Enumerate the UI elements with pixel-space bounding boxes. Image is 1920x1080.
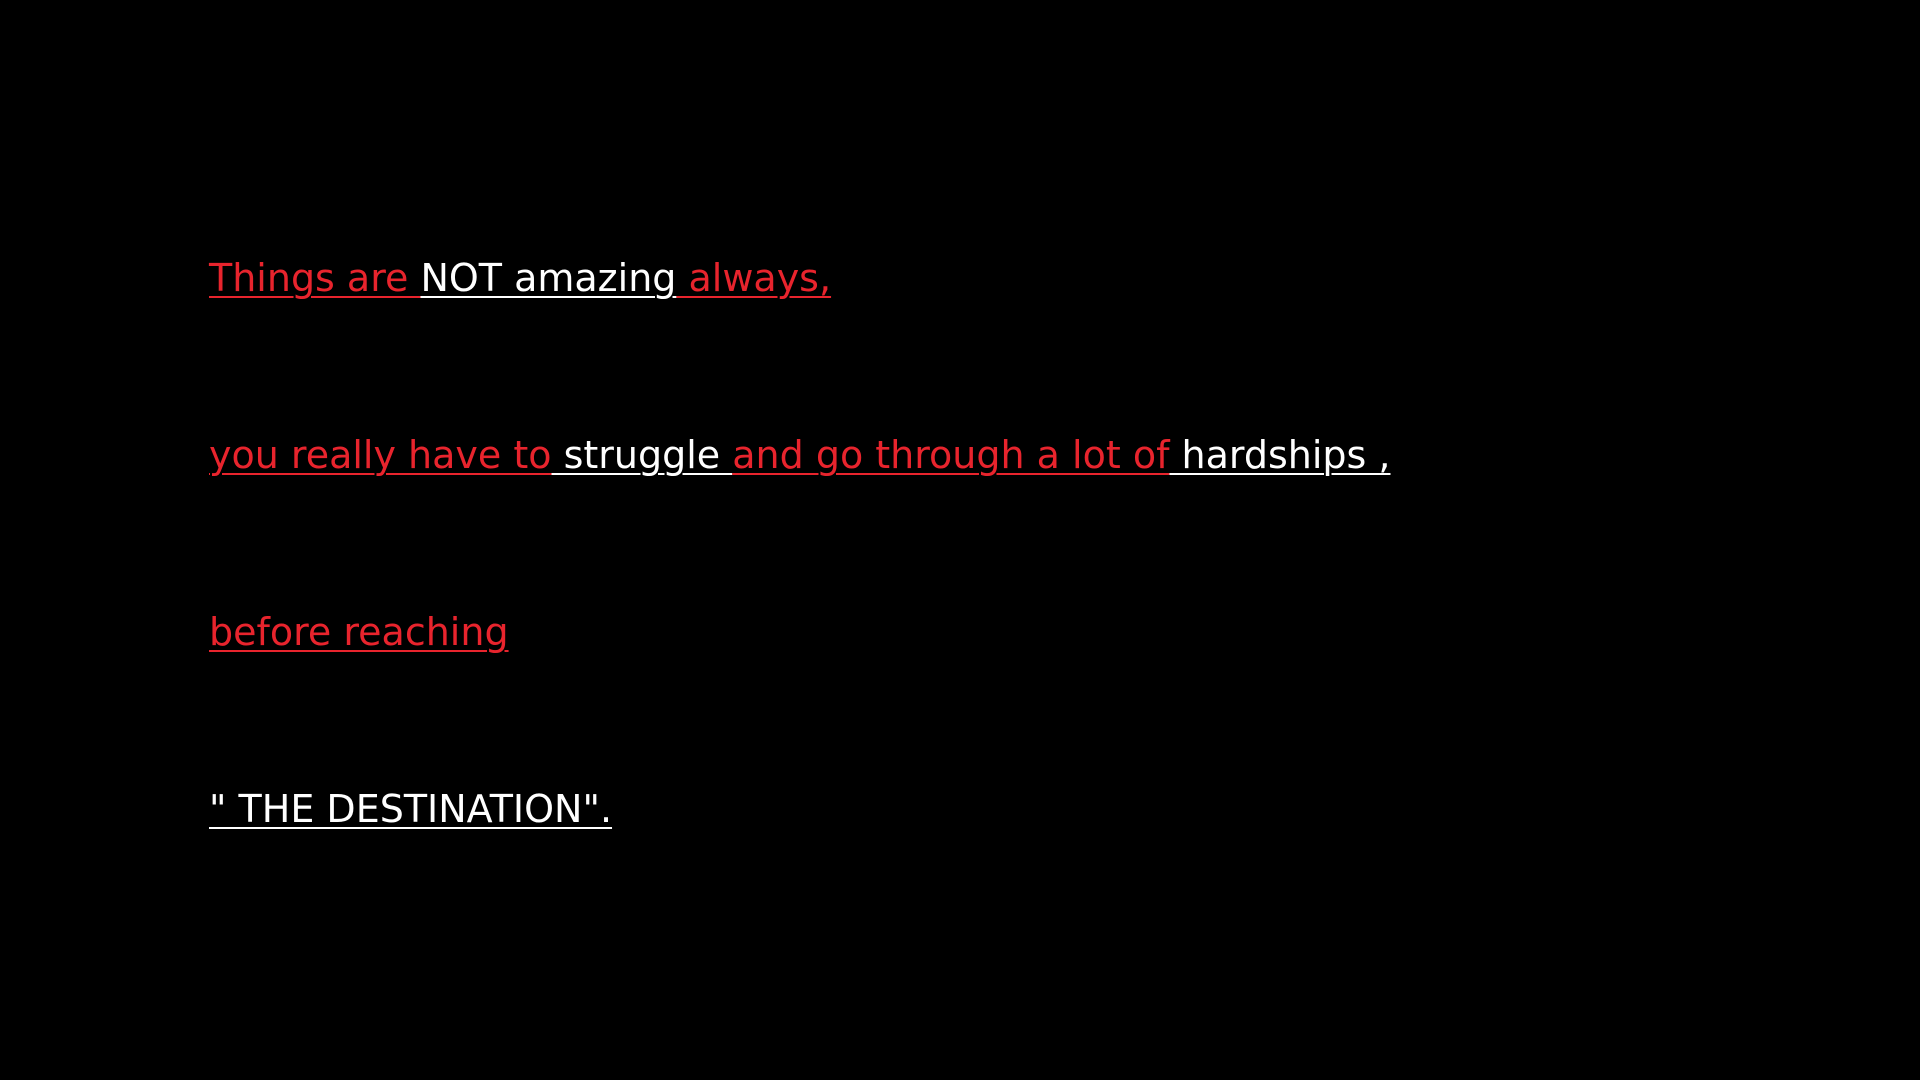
quote-highlight: " THE DESTINATION". (209, 787, 613, 831)
quote-highlight: hardships , (1169, 433, 1391, 477)
quote-segment: always, (676, 256, 832, 300)
quote-line-3 (209, 603, 1391, 662)
quote-segment: you really have to (209, 433, 552, 477)
quote-line-4 (209, 780, 1391, 839)
quote-segment: Things are (209, 256, 421, 300)
quote-line-1 (209, 249, 1391, 308)
quote-text (209, 131, 1391, 957)
quote-line-2 (209, 426, 1391, 485)
quote-highlight: NOT amazing (420, 256, 677, 300)
quote-segment: before reaching (209, 610, 509, 654)
quote-segment: and go through a lot of (732, 433, 1170, 477)
quote-highlight: struggle (551, 433, 733, 477)
